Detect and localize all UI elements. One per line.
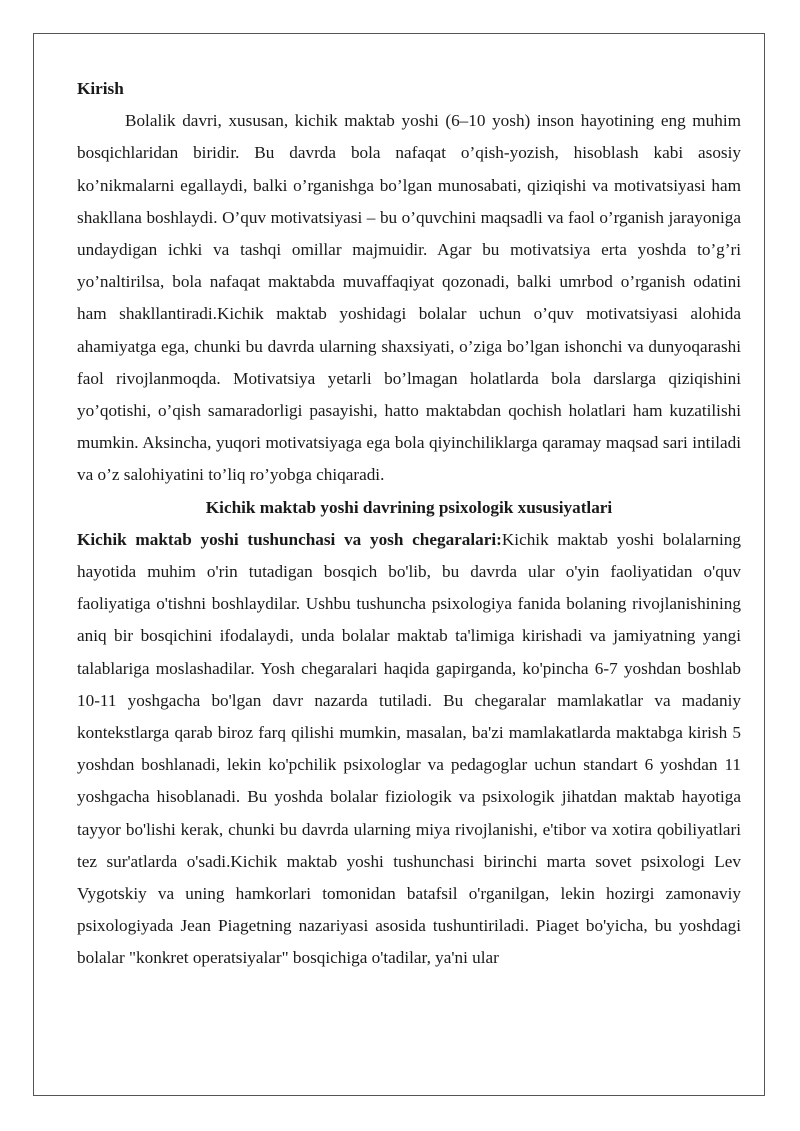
section-title-psychology: Kichik maktab yoshi davrining psixologik xususiyatlari [205,497,613,517]
subsection-lead: Kichik maktab yoshi tushunchasi va yosh chegaralari: [77,529,502,549]
intro-paragraph: Bolalik davri, xususan, kichik maktab yoshi (6–10 yosh) inson hayotining eng muhim bosqichlaridan biridir. Bu davrda bola nafaqat o’qish-yozish, hisoblash kabi asosiy ko’nikmalarni egallaydi, balki o’rganishga bo’lgan munosabati, qiziqishi va motivatsiyasi ham shakllana boshlaydi. O’quv motivatsiyasi – bu o’quvchini maqsadli va faol o’rganish jarayoniga undaydigan ichki va tashqi omillar majmuidir. Agar bu motivatsiya erta yoshda to’g’ri yo’naltirilsa, bola nafaqat maktabda muvaffaqiyat qozonadi, balki umrbod o’rganish odatini ham shakllantiradi.Kichik maktab yoshidagi bolalar uchun o’quv motivatsiyasi alohida ahamiyatga ega, chunki bu davrda ularning shaxsiyati, o’ziga bo’lgan ishonchi va dunyoqarashi faol rivojlanmoqda. Motivatsiya yetarli bo’lmagan holatlarda bola darslarga qiziqishini yo’qotishi, o’qish samaradorligi pasayishi, hatto maktabdan qochish holatlari ham kuzatilishi mumkin. Aksincha, yuqori motivatsiyaga ega bola qiyinchiliklarga qaramay maqsad sari intiladi va o’z salohiyatini to’liq ro’yobga chiqaradi. [77,111,741,485]
section-title-intro: Kirish [77,79,124,98]
document-body [77,73,741,975]
subsection-text: Kichik maktab yoshi bolalarning hayotida muhim o'rin tutadigan bosqich bo'lib, bu davrda ular o'yin faoliyatidan o'quv faoliyatiga o'tishni boshlaydilar. Ushbu tushuncha psixologiya fanida bolaning rivojlanishining aniq bir bosqichini ifodalaydi, unda bolalar maktab ta'limiga kirishadi va jamiyatning yangi talablariga moslashadilar. Yosh chegaralari haqida gapirganda, ko'pincha 6-7 yoshdan boshlab 10-11 yoshgacha bo'lgan davr nazarda tutiladi. Bu chegaralar mamlakatlar va madaniy kontekstlarga qarab biroz farq qilishi mumkin, masalan, ba'zi mamlakatlarda maktabga kirish 5 yoshdan boshlanadi, lekin ko'pchilik psixologlar va pedagoglar uchun standart 6 yoshdan 11 yoshgacha hisoblanadi. Bu yoshda bolalar fiziologik va psixologik jihatdan maktab hayotiga tayyor bo'lishi kerak, chunki bu davrda ularning miya rivojlanishi, e'tibor va xotira qobiliyatlari tez sur'atlarda o'sadi.Kichik maktab yoshi tushunchasi birinchi marta sovet psixologi Lev Vygotskiy va uning hamkorlari tomonidan batafsil o'rganilgan, lekin hozirgi zamonaviy psixologiyada Jean Piagetning nazariyasi asosida tushuntiriladi. Piaget bo'yicha, bu yoshdagi bolalar "konkret operatsiyalar" bosqichiga o'tadilar, ya'ni ular [77,529,741,968]
subsection-paragraph [77,524,741,975]
